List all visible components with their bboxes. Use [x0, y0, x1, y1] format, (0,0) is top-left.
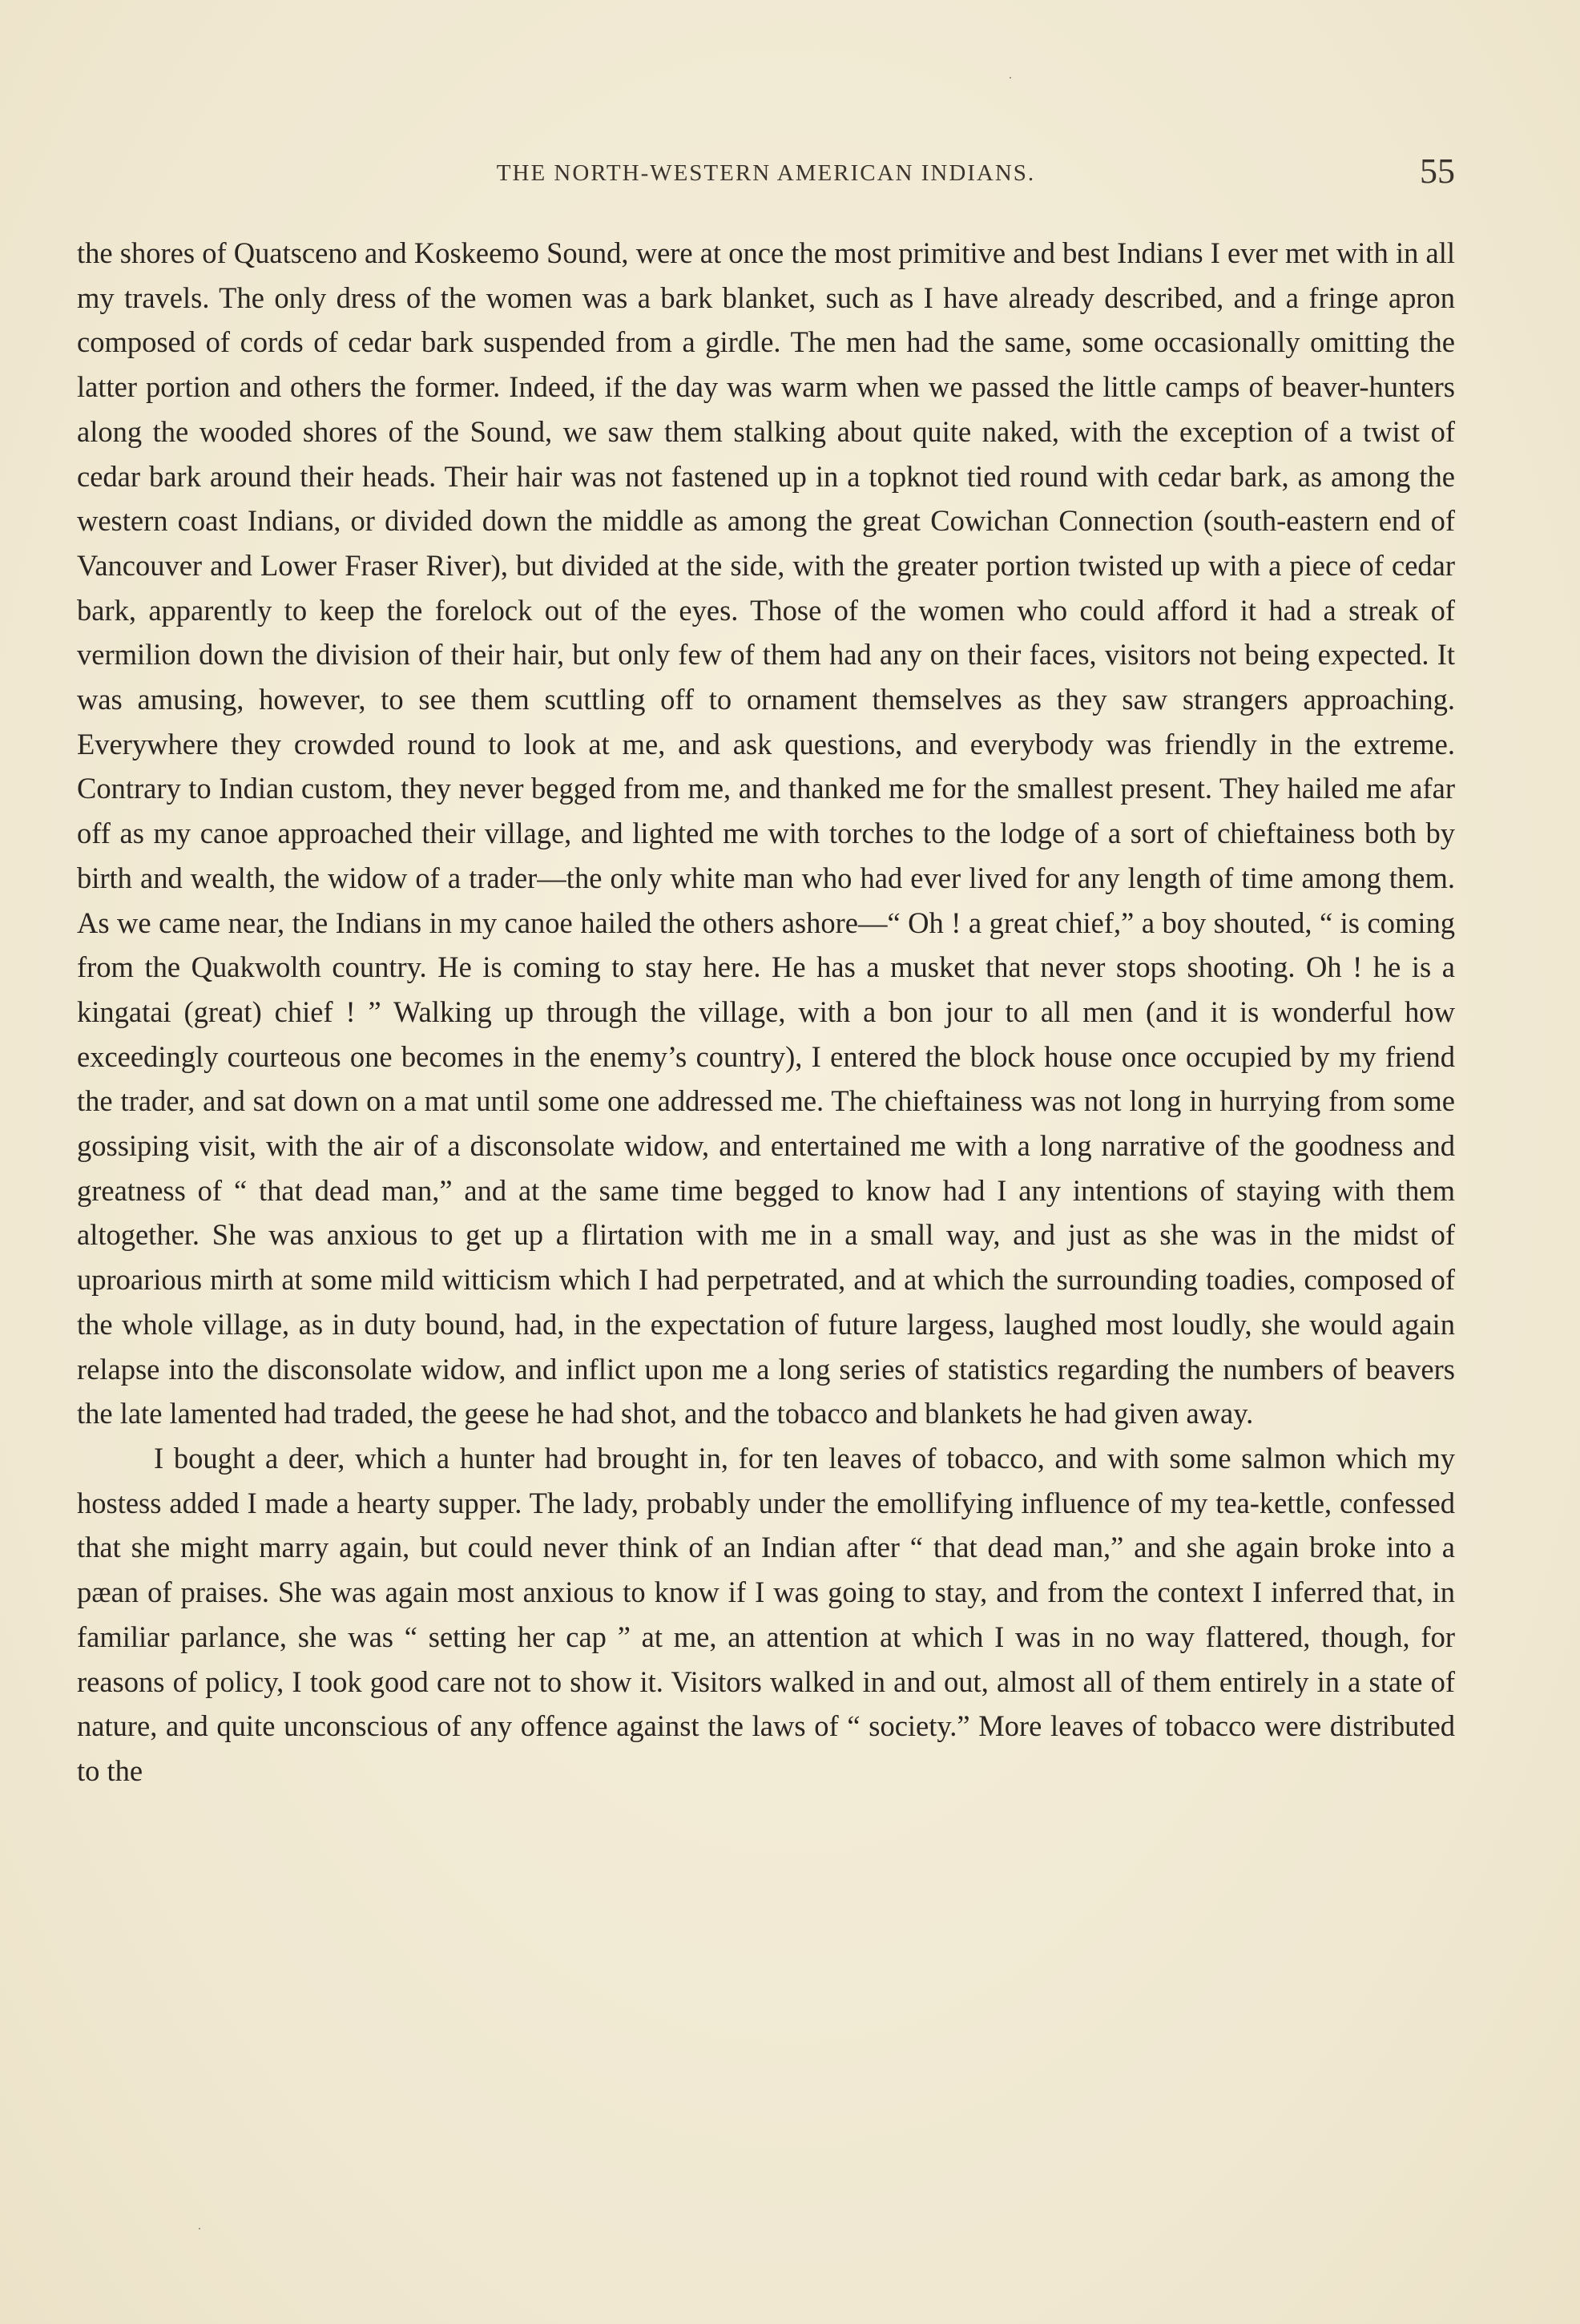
page-header — [77, 149, 1455, 197]
paragraph-2: I bought a deer, which a hunter had brought in, for ten leaves of tobacco, and with some salmon which my hostess added I made a hearty supper. The lady, probably under the emollifying influence of my tea-kettle, confessed that she might marry again, but could never think of an Indian after “ that dead man,” and she again broke into a pæan of praises. She was again most anxious to know if I was going to stay, and from the context I inferred that, in familiar parlance, she was “ setting her cap ” at me, an attention at which I was in no way flattered, though, for reasons of policy, I took good care not to show it. Visitors walked in and out, almost all of them entirely in a state of nature, and quite unconscious of any offence against the laws of “ society.” More leaves of tobacco were distributed to the — [77, 1441, 1455, 1787]
running-title: THE NORTH-WESTERN AMERICAN INDIANS. — [496, 160, 1036, 186]
body-text — [77, 231, 1455, 1793]
print-speck — [199, 2228, 200, 2229]
page-number: 55 — [1420, 151, 1455, 191]
print-speck — [1010, 77, 1011, 79]
paragraph-1: the shores of Quatsceno and Koskeemo Sound, were at once the most primitive and best Indians I ever met with in all my travels. The only dress of the women was a bark blanket, such as I have already described, and a fringe apron composed of cords of cedar bark suspended from a girdle. The men had the same, some occasionally omitting the latter portion and others the former. Indeed, if the day was warm when we passed the little camps of beaver-hunters along the wooded shores of the Sound, we saw them stalking about quite naked, with the exception of a twist of cedar bark around their heads. Their hair was not fastened up in a topknot tied round with cedar bark, as among the western coast Indians, or divided down the middle as among the great Cowichan Connection (south-eastern end of Vancouver and Lower Fraser River), but divided at the side, with the greater portion twisted up with a piece of cedar bark, apparently to keep the forelock out of the eyes. Those of the women who could afford it had a streak of vermilion down the division of their hair, but only few of them had any on their faces, visitors not being expected. It was amusing, however, to see them scuttling off to ornament themselves as they saw strangers approaching. Everywhere they crowded round to look at me, and ask questions, and everybody was friendly in the extreme. Contrary to Indian custom, they never begged from me, and thanked me for the smallest present. They hailed me afar off as my canoe approached their village, and lighted me with torches to the lodge of a sort of chieftainess both by birth and wealth, the widow of a trader—the only white man who had ever lived for any length of time among them. As we came near, the Indians in my canoe hailed the others ashore—“ Oh ! a great chief,” a boy shouted, “ is coming from the Quakwolth country. He is coming to stay here. He has a musket that never stops shooting. Oh ! he is a kingatai (great) chief ! ” Walking up through the village, with a bon jour to all men (and it is wonderful how exceedingly courteous one becomes in the enemy’s country), I entered the block house once occupied by my friend the trader, and sat down on a mat until some one addressed me. The chieftainess was not long in hurrying from some gossiping visit, with the air of a disconsolate widow, and entertained me with a long narrative of the goodness and greatness of “ that dead man,” and at the same time begged to know had I any intentions of staying with them altogether. She was anxious to get up a flirtation with me in a small way, and just as she was in the midst of uproarious mirth at some mild witticism which I had perpetrated, and at which the surrounding toadies, composed of the whole village, as in duty bound, had, in the expectation of future largess, laughed most loudly, she would again relapse into the disconsolate widow, and inflict upon me a long series of statistics regarding the numbers of beavers the late lamented had traded, the geese he had shot, and the tobacco and blankets he had given away. — [77, 236, 1455, 1430]
